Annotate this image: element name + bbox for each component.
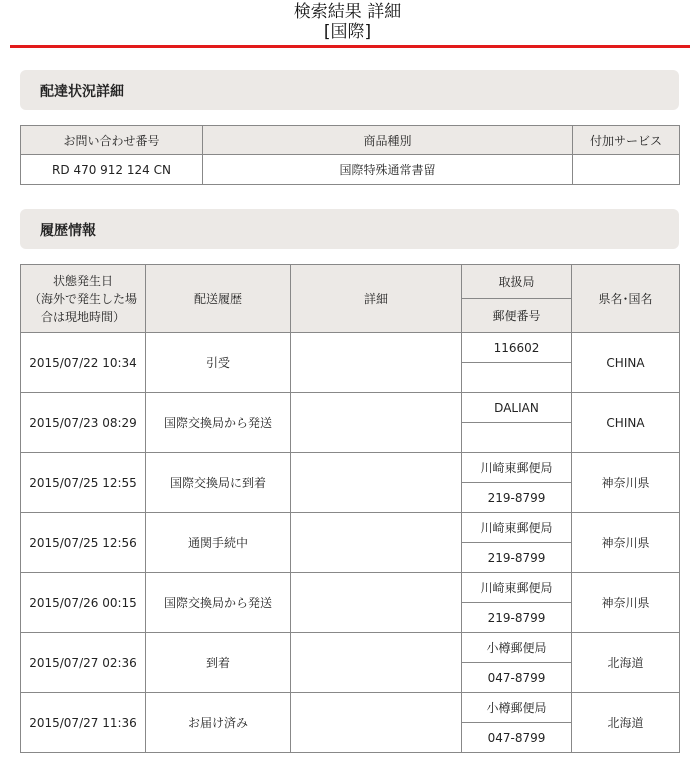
delivery-status-table <box>20 125 680 185</box>
table-row <box>21 393 680 423</box>
table-row <box>21 155 680 185</box>
col-tracking-number: お問い合わせ番号 <box>21 126 203 155</box>
event-region: CHINA <box>572 393 680 453</box>
event-postal <box>462 423 572 453</box>
table-row <box>21 633 680 663</box>
event-details <box>291 633 462 693</box>
col-product-type: 商品種別 <box>203 126 573 155</box>
additional-service <box>573 155 680 185</box>
col-date-line2: （海外で発生した場 <box>28 291 137 306</box>
col-date-line3: 合は現地時間） <box>40 309 125 324</box>
event-status: 国際交換局に到着 <box>146 453 291 513</box>
event-postal: 047-8799 <box>462 723 572 753</box>
event-region: 北海道 <box>572 693 680 753</box>
table-row <box>21 333 680 363</box>
event-office: DALIAN <box>462 393 572 423</box>
col-office: 取扱局 <box>462 265 572 299</box>
event-date: 2015/07/26 00:15 <box>21 573 146 633</box>
event-office: 川崎東郵便局 <box>462 453 572 483</box>
event-region: CHINA <box>572 333 680 393</box>
event-date: 2015/07/25 12:55 <box>21 453 146 513</box>
table-row <box>21 453 680 483</box>
event-region: 神奈川県 <box>572 513 680 573</box>
event-region: 神奈川県 <box>572 453 680 513</box>
header-divider <box>10 45 690 48</box>
event-status: 通関手続中 <box>146 513 291 573</box>
table-row <box>21 573 680 603</box>
col-details: 詳細 <box>291 265 462 333</box>
event-status: 国際交換局から発送 <box>146 393 291 453</box>
table-row <box>21 513 680 543</box>
event-postal <box>462 363 572 393</box>
page-title-main: 検索結果 詳細 <box>293 2 402 22</box>
product-type: 国際特殊通常書留 <box>203 155 573 185</box>
event-date: 2015/07/27 02:36 <box>21 633 146 693</box>
event-details <box>291 333 462 393</box>
event-details <box>291 393 462 453</box>
event-postal: 219-8799 <box>462 543 572 573</box>
col-date <box>21 265 146 333</box>
history-heading: 履歴情報 <box>40 223 96 239</box>
history-table <box>20 264 680 753</box>
col-region: 県名･国名 <box>572 265 680 333</box>
table-header-row <box>21 265 680 299</box>
event-office: 川崎東郵便局 <box>462 513 572 543</box>
event-postal: 047-8799 <box>462 663 572 693</box>
event-date: 2015/07/27 11:36 <box>21 693 146 753</box>
event-details <box>291 453 462 513</box>
event-region: 神奈川県 <box>572 573 680 633</box>
table-header-row <box>21 126 680 155</box>
event-details <box>291 573 462 633</box>
event-date: 2015/07/25 12:56 <box>21 513 146 573</box>
event-date: 2015/07/22 10:34 <box>21 333 146 393</box>
col-additional-service: 付加サービス <box>573 126 680 155</box>
event-date: 2015/07/23 08:29 <box>21 393 146 453</box>
event-details <box>291 513 462 573</box>
col-date-line1: 状態発生日 <box>52 273 113 288</box>
event-postal: 219-8799 <box>462 603 572 633</box>
event-status: 引受 <box>146 333 291 393</box>
col-status: 配送履歴 <box>146 265 291 333</box>
page-title-sub: [国際] <box>323 22 372 42</box>
tracking-number: RD 470 912 124 CN <box>21 155 203 185</box>
history-header <box>20 209 679 249</box>
delivery-status-heading: 配達状況詳細 <box>40 84 124 100</box>
event-office: 小樽郵便局 <box>462 633 572 663</box>
delivery-status-header <box>20 70 679 110</box>
event-office: 116602 <box>462 333 572 363</box>
event-status: 到着 <box>146 633 291 693</box>
event-status: お届け済み <box>146 693 291 753</box>
event-office: 川崎東郵便局 <box>462 573 572 603</box>
event-status: 国際交換局から発送 <box>146 573 291 633</box>
col-postal: 郵便番号 <box>462 299 572 333</box>
page-title <box>0 2 695 42</box>
event-details <box>291 693 462 753</box>
event-region: 北海道 <box>572 633 680 693</box>
event-postal: 219-8799 <box>462 483 572 513</box>
event-office: 小樽郵便局 <box>462 693 572 723</box>
table-row <box>21 693 680 723</box>
